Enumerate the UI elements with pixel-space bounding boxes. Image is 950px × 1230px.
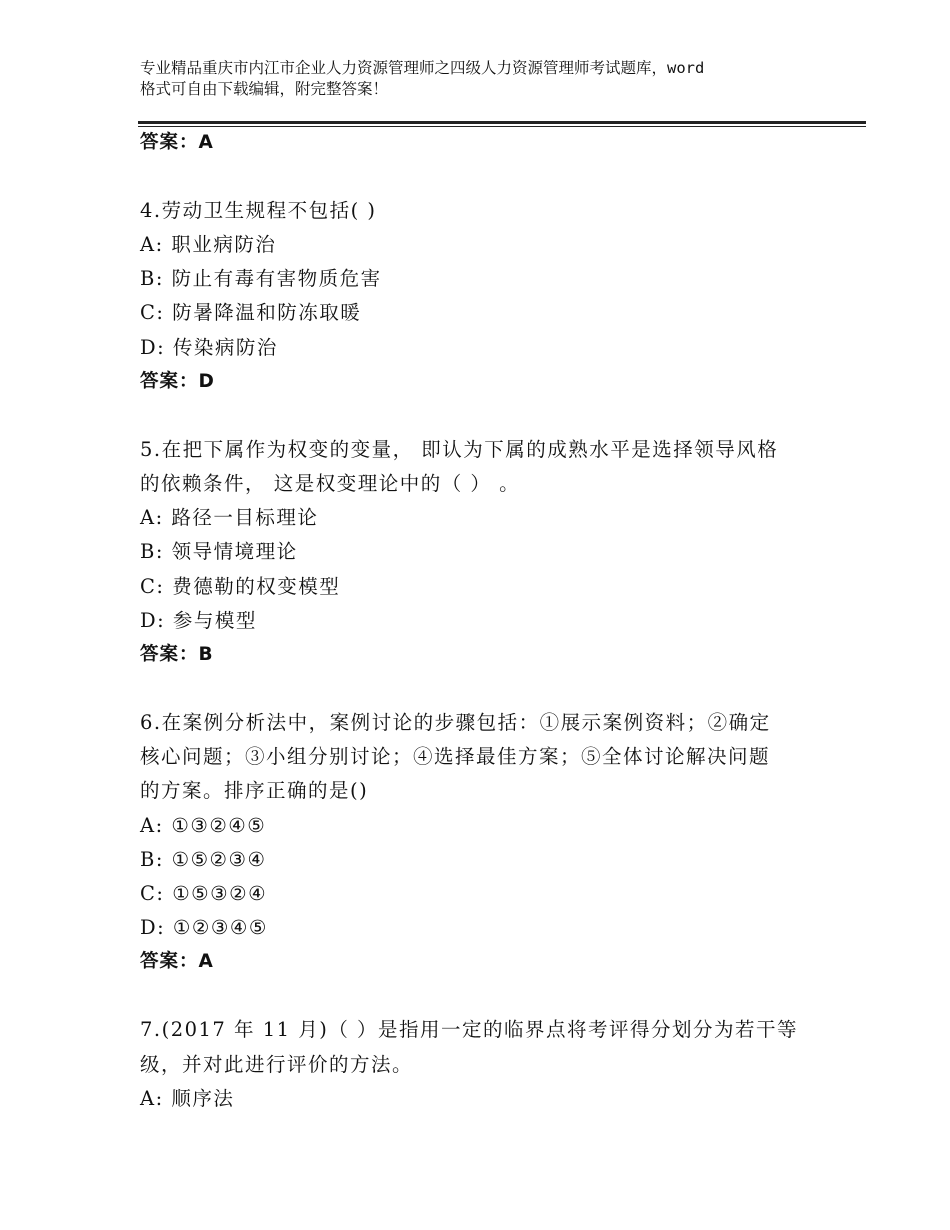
q5-option-a: A: 路径一目标理论	[140, 506, 319, 529]
q6-stem-line-1: 6.在案例分析法中，案例讨论的步骤包括：①展示案例资料；②确定	[140, 711, 771, 734]
q5-option-c: C: 费德勒的权变模型	[140, 575, 341, 598]
q5-stem-line-2: 的依赖条件， 这是权变理论中的（ ） 。	[140, 472, 521, 495]
header-line-2: 格式可自由下载编辑，附完整答案！	[140, 80, 389, 98]
document-header	[140, 58, 840, 100]
q5-option-b: B: 领导情境理论	[140, 540, 298, 563]
q6-option-a: A: ①③②④⑤	[140, 814, 267, 837]
header-rule-thin	[138, 126, 866, 127]
header-rule-thick	[138, 121, 866, 124]
q5-stem-line-1: 5.在把下属作为权变的变量， 即认为下属的成熟水平是选择领导风格	[140, 438, 779, 461]
q3-answer: 答案：A	[140, 132, 214, 153]
q5-option-d: D: 参与模型	[140, 609, 257, 632]
q4-stem: 4.劳动卫生规程不包括( )	[140, 199, 377, 222]
q7-option-a: A: 顺序法	[140, 1087, 235, 1110]
q6-stem-line-3: 的方案。排序正确的是()	[140, 779, 369, 802]
q4-option-b: B: 防止有毒有害物质危害	[140, 267, 382, 290]
q5-answer: 答案：B	[140, 644, 214, 665]
q6-stem-line-2: 核心问题；③小组分别讨论；④选择最佳方案；⑤全体讨论解决问题	[140, 745, 771, 768]
q4-answer: 答案：D	[140, 371, 215, 392]
q7-stem-line-2: 级，并对此进行评价的方法。	[140, 1053, 414, 1076]
header-line-1: 专业精品重庆市内江市企业人力资源管理师之四级人力资源管理师考试题库，word	[140, 59, 705, 77]
q6-option-d: D: ①②③④⑤	[140, 916, 268, 939]
q4-option-a: A: 职业病防治	[140, 233, 277, 256]
q7-stem-line-1: 7.(2017 年 11 月)（ ）是指用一定的临界点将考评得分划分为若干等	[140, 1018, 799, 1041]
q6-option-c: C: ①⑤③②④	[140, 882, 268, 905]
q6-option-b: B: ①⑤②③④	[140, 848, 267, 871]
q4-option-d: D: 传染病防治	[140, 336, 278, 359]
q6-answer: 答案：A	[140, 951, 214, 972]
q4-option-c: C: 防暑降温和防冻取暖	[140, 301, 362, 324]
